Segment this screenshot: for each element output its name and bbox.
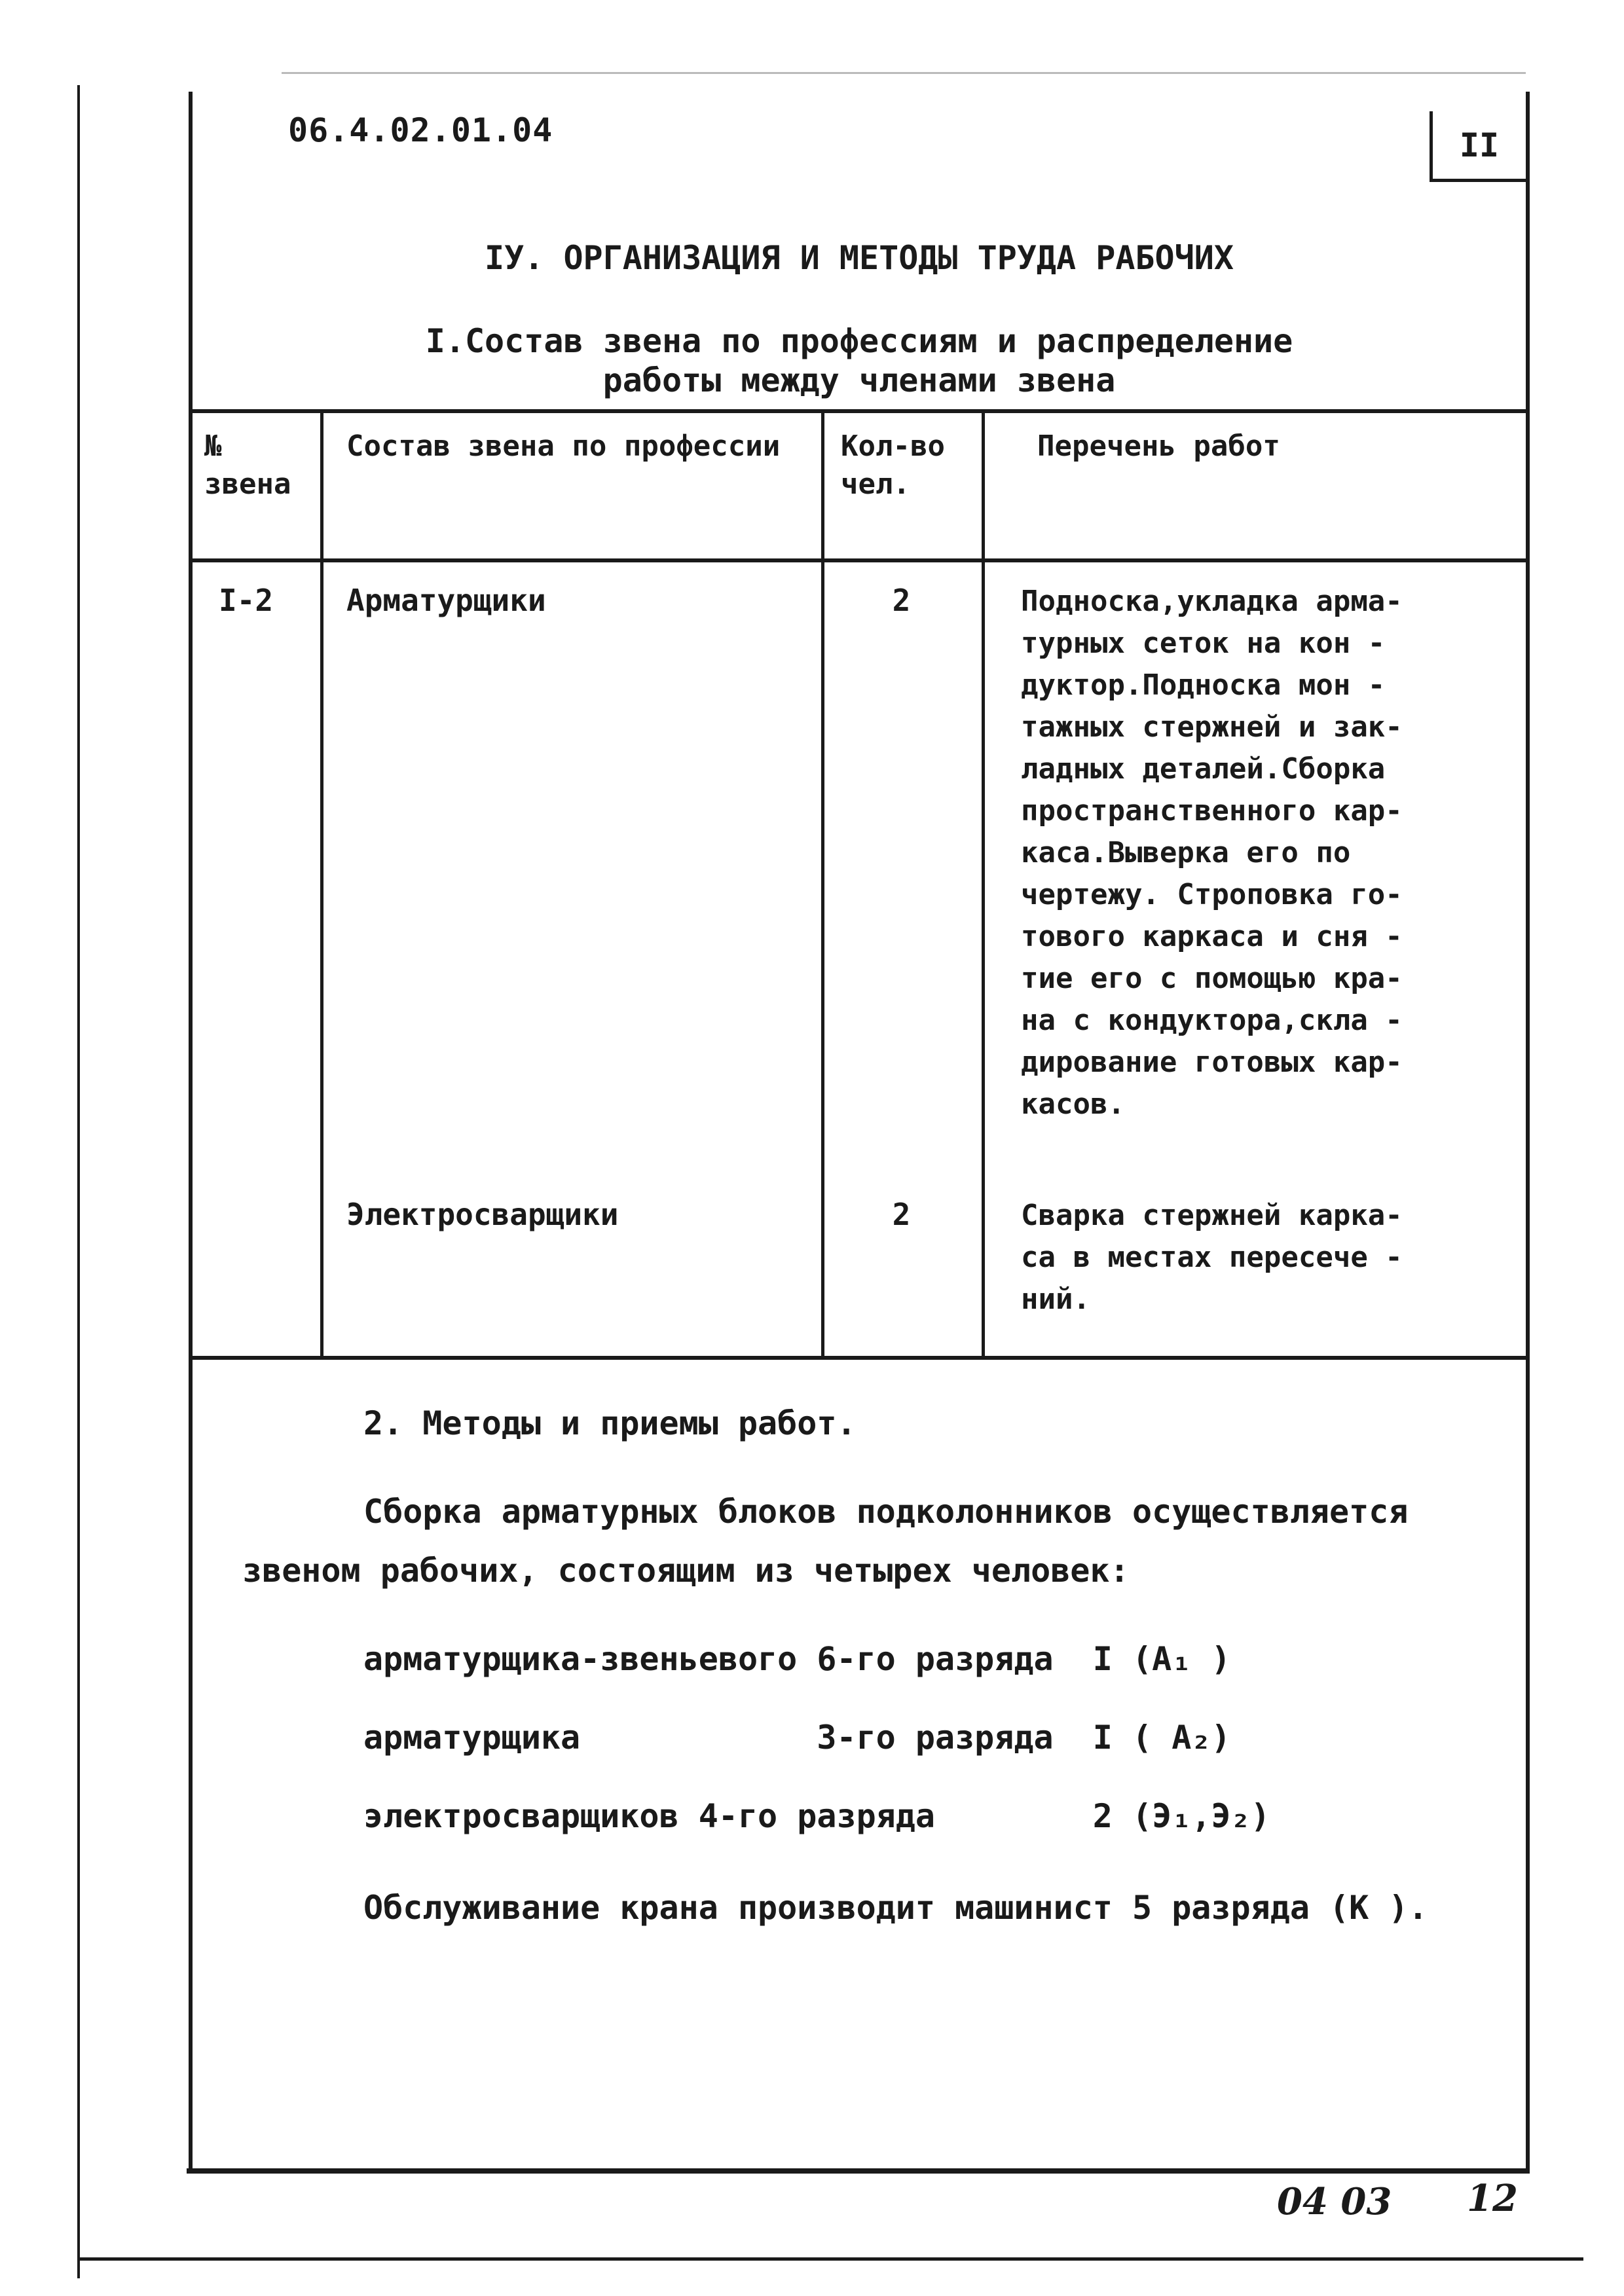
row-crew-number: I-2 — [219, 583, 274, 618]
frame-bottom-border — [187, 2168, 1530, 2174]
header-work-list: Перечень работ — [1037, 429, 1280, 463]
frame-right-border — [1526, 92, 1530, 2174]
page-number-box — [1430, 111, 1526, 182]
document-code: 06.4.02.01.04 — [288, 111, 553, 149]
row-profession: Арматурщики — [346, 583, 546, 618]
frame-top-edge — [282, 72, 1526, 74]
row-worker-count: 2 — [892, 583, 911, 618]
methods-title: 2. Методы и приемы работ. — [363, 1404, 857, 1442]
bottom-rule — [77, 2257, 1583, 2261]
subsection-title-line-2: работы между членами звена — [602, 361, 1116, 399]
row-profession: Электросварщики — [346, 1197, 619, 1232]
row-work-list: Сварка стержней карка- са в местах пересече - ний. — [1021, 1199, 1403, 1316]
crew-member-line: арматурщика-звеньевого 6-го разряда I (A₁ ) — [363, 1640, 1231, 1678]
handwritten-page-number: 12 — [1467, 2177, 1518, 2220]
table-top-border — [193, 409, 1526, 413]
methods-paragraph-line-2: звеном рабочих, состоящим из четырех человек: — [242, 1552, 1130, 1590]
methods-paragraph-line-1: Сборка арматурных блоков подколонников осуществляется — [363, 1493, 1409, 1531]
header-worker-count: Кол-во чел. — [841, 429, 945, 501]
crane-operator-note: Обслуживание крана производит машинист 5 разряда (К ). — [363, 1889, 1428, 1927]
margin-line — [77, 85, 80, 2278]
row-worker-count: 2 — [892, 1197, 911, 1232]
header-crew-composition: Состав звена по профессии — [346, 429, 781, 463]
subsection-title-line-1: I.Состав звена по профессиям и распределение — [425, 322, 1293, 360]
section-title: IУ. ОРГАНИЗАЦИЯ И МЕТОДЫ ТРУДА РАБОЧИХ — [485, 239, 1234, 277]
table-header-divider — [193, 558, 1526, 562]
page-number: II — [1459, 126, 1500, 164]
table-bottom-border — [193, 1356, 1526, 1360]
header-crew-number: № звена — [204, 429, 291, 501]
crew-member-line: арматурщика 3-го разряда I ( A₂) — [363, 1719, 1231, 1757]
table-column-divider — [320, 409, 323, 1360]
table-column-divider — [982, 409, 985, 1360]
handwritten-code: 04 03 — [1277, 2180, 1392, 2223]
crew-composition-table — [193, 409, 1526, 1360]
crew-member-line: электросварщиков 4-го разряда 2 (Э₁,Э₂) — [363, 1797, 1270, 1835]
row-work-list: Подноска,укладка арма- турных сеток на кон - дуктор.Подноска мон - тажных стержней и зак- ладных деталей.Сборка пространственного кар- каса.Выверка его по чертежу. Строповка го- тового каркаса и сня - тие его с помощью кра- на с кондуктора,скла - дирование готовых кар- касов. — [1021, 585, 1403, 1121]
